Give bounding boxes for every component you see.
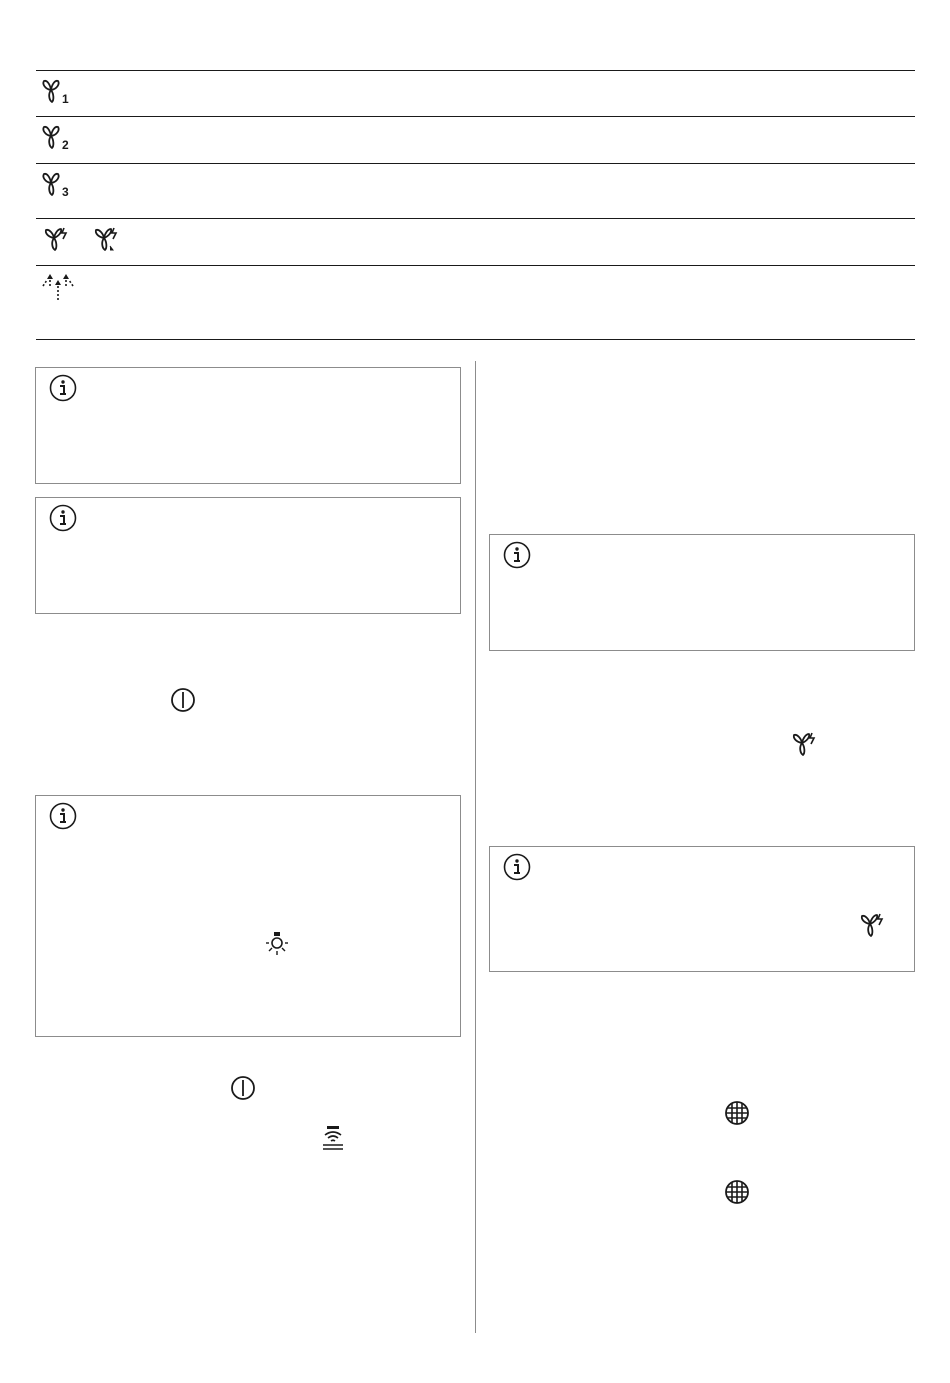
table-rule xyxy=(36,218,915,219)
table-rule-bottom xyxy=(36,339,915,340)
filter-wifi-icon xyxy=(320,1124,346,1152)
table-rule xyxy=(36,265,915,266)
fan-boost-right-icon xyxy=(90,226,120,254)
svg-text:3: 3 xyxy=(62,185,69,199)
info-note xyxy=(35,367,461,484)
table-rule xyxy=(36,116,915,117)
info-icon xyxy=(49,374,77,402)
info-note xyxy=(489,846,915,972)
ventilation-arrows-icon xyxy=(40,272,76,302)
fan-boost-icon xyxy=(856,912,886,940)
fan-boost-left-icon xyxy=(40,226,70,254)
fan-boost-icon xyxy=(788,731,818,759)
info-icon xyxy=(503,853,531,881)
info-note xyxy=(35,795,461,1037)
grease-filter-icon xyxy=(724,1100,750,1126)
svg-text:1: 1 xyxy=(62,92,69,106)
light-bulb-icon xyxy=(264,930,290,958)
info-icon xyxy=(49,802,77,830)
column-divider xyxy=(475,361,476,1333)
fan-speed-1-icon xyxy=(40,78,74,106)
info-note xyxy=(489,534,915,651)
info-note xyxy=(35,497,461,614)
grease-filter-icon xyxy=(724,1179,750,1205)
info-icon xyxy=(49,504,77,532)
info-icon xyxy=(503,541,531,569)
table-rule xyxy=(36,163,915,164)
fan-speed-3-icon xyxy=(40,171,74,199)
power-icon xyxy=(230,1075,256,1101)
fan-speed-2-icon xyxy=(40,124,74,152)
table-rule-top xyxy=(36,70,915,71)
power-icon xyxy=(170,687,196,713)
svg-text:2: 2 xyxy=(62,138,69,152)
